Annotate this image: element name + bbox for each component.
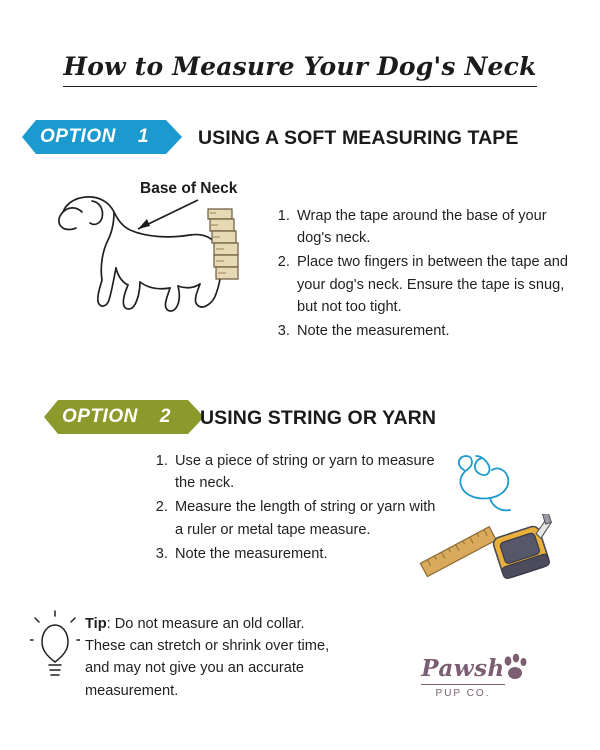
banner-left-arrow — [44, 400, 58, 434]
base-of-neck-label: Base of Neck — [140, 180, 238, 197]
banner-body — [36, 120, 166, 154]
measuring-tape-icon — [196, 205, 256, 287]
brand-logo — [398, 655, 528, 699]
option-1-banner — [22, 120, 182, 154]
lightbulb-icon — [30, 610, 80, 690]
yarn-string-icon — [452, 450, 532, 518]
banner-right-arrow — [166, 120, 182, 154]
brand-name: Pawsh — [421, 655, 505, 685]
tip-label: Tip — [85, 616, 107, 632]
banner-number: 2 — [159, 406, 171, 427]
option-2-banner — [44, 400, 204, 434]
page-title — [0, 52, 600, 81]
list-item: 2. Measure the length of string or yarn with a ruler or metal tape measure. — [172, 496, 442, 540]
banner-left-arrow — [22, 120, 36, 154]
option-2-heading: USING STRING OR YARN — [200, 407, 437, 429]
banner-body — [58, 400, 188, 434]
list-item: 1. Use a piece of string or yarn to measure the neck. — [172, 450, 442, 494]
paw-icon — [498, 651, 532, 685]
page-title-text: How to Measure Your Dog's Neck — [63, 52, 536, 87]
list-item: 3. Note the measurement. — [294, 320, 576, 342]
tip-body: : Do not measure an old collar. These can stretch or shrink over time, and may not give you an accurate measurement. — [85, 616, 330, 699]
option-1-heading: USING A SOFT MEASURING TAPE — [198, 127, 519, 149]
option-2-steps — [150, 450, 442, 567]
banner-word: OPTION — [40, 126, 116, 147]
banner-word: OPTION — [62, 406, 138, 427]
list-item: 2. Place two fingers in between the tape and your dog's neck. Ensure the tape is snug, but not too tight. — [294, 251, 576, 318]
list-item: 1. Wrap the tape around the base of your dog's neck. — [294, 205, 576, 249]
brand-subtitle: PUP CO. — [435, 688, 491, 699]
metal-tape-measure-icon — [488, 514, 560, 582]
list-item: 3. Note the measurement. — [172, 543, 442, 565]
banner-number: 1 — [137, 126, 149, 147]
option-1-steps — [272, 205, 576, 344]
tip-text — [85, 613, 345, 702]
